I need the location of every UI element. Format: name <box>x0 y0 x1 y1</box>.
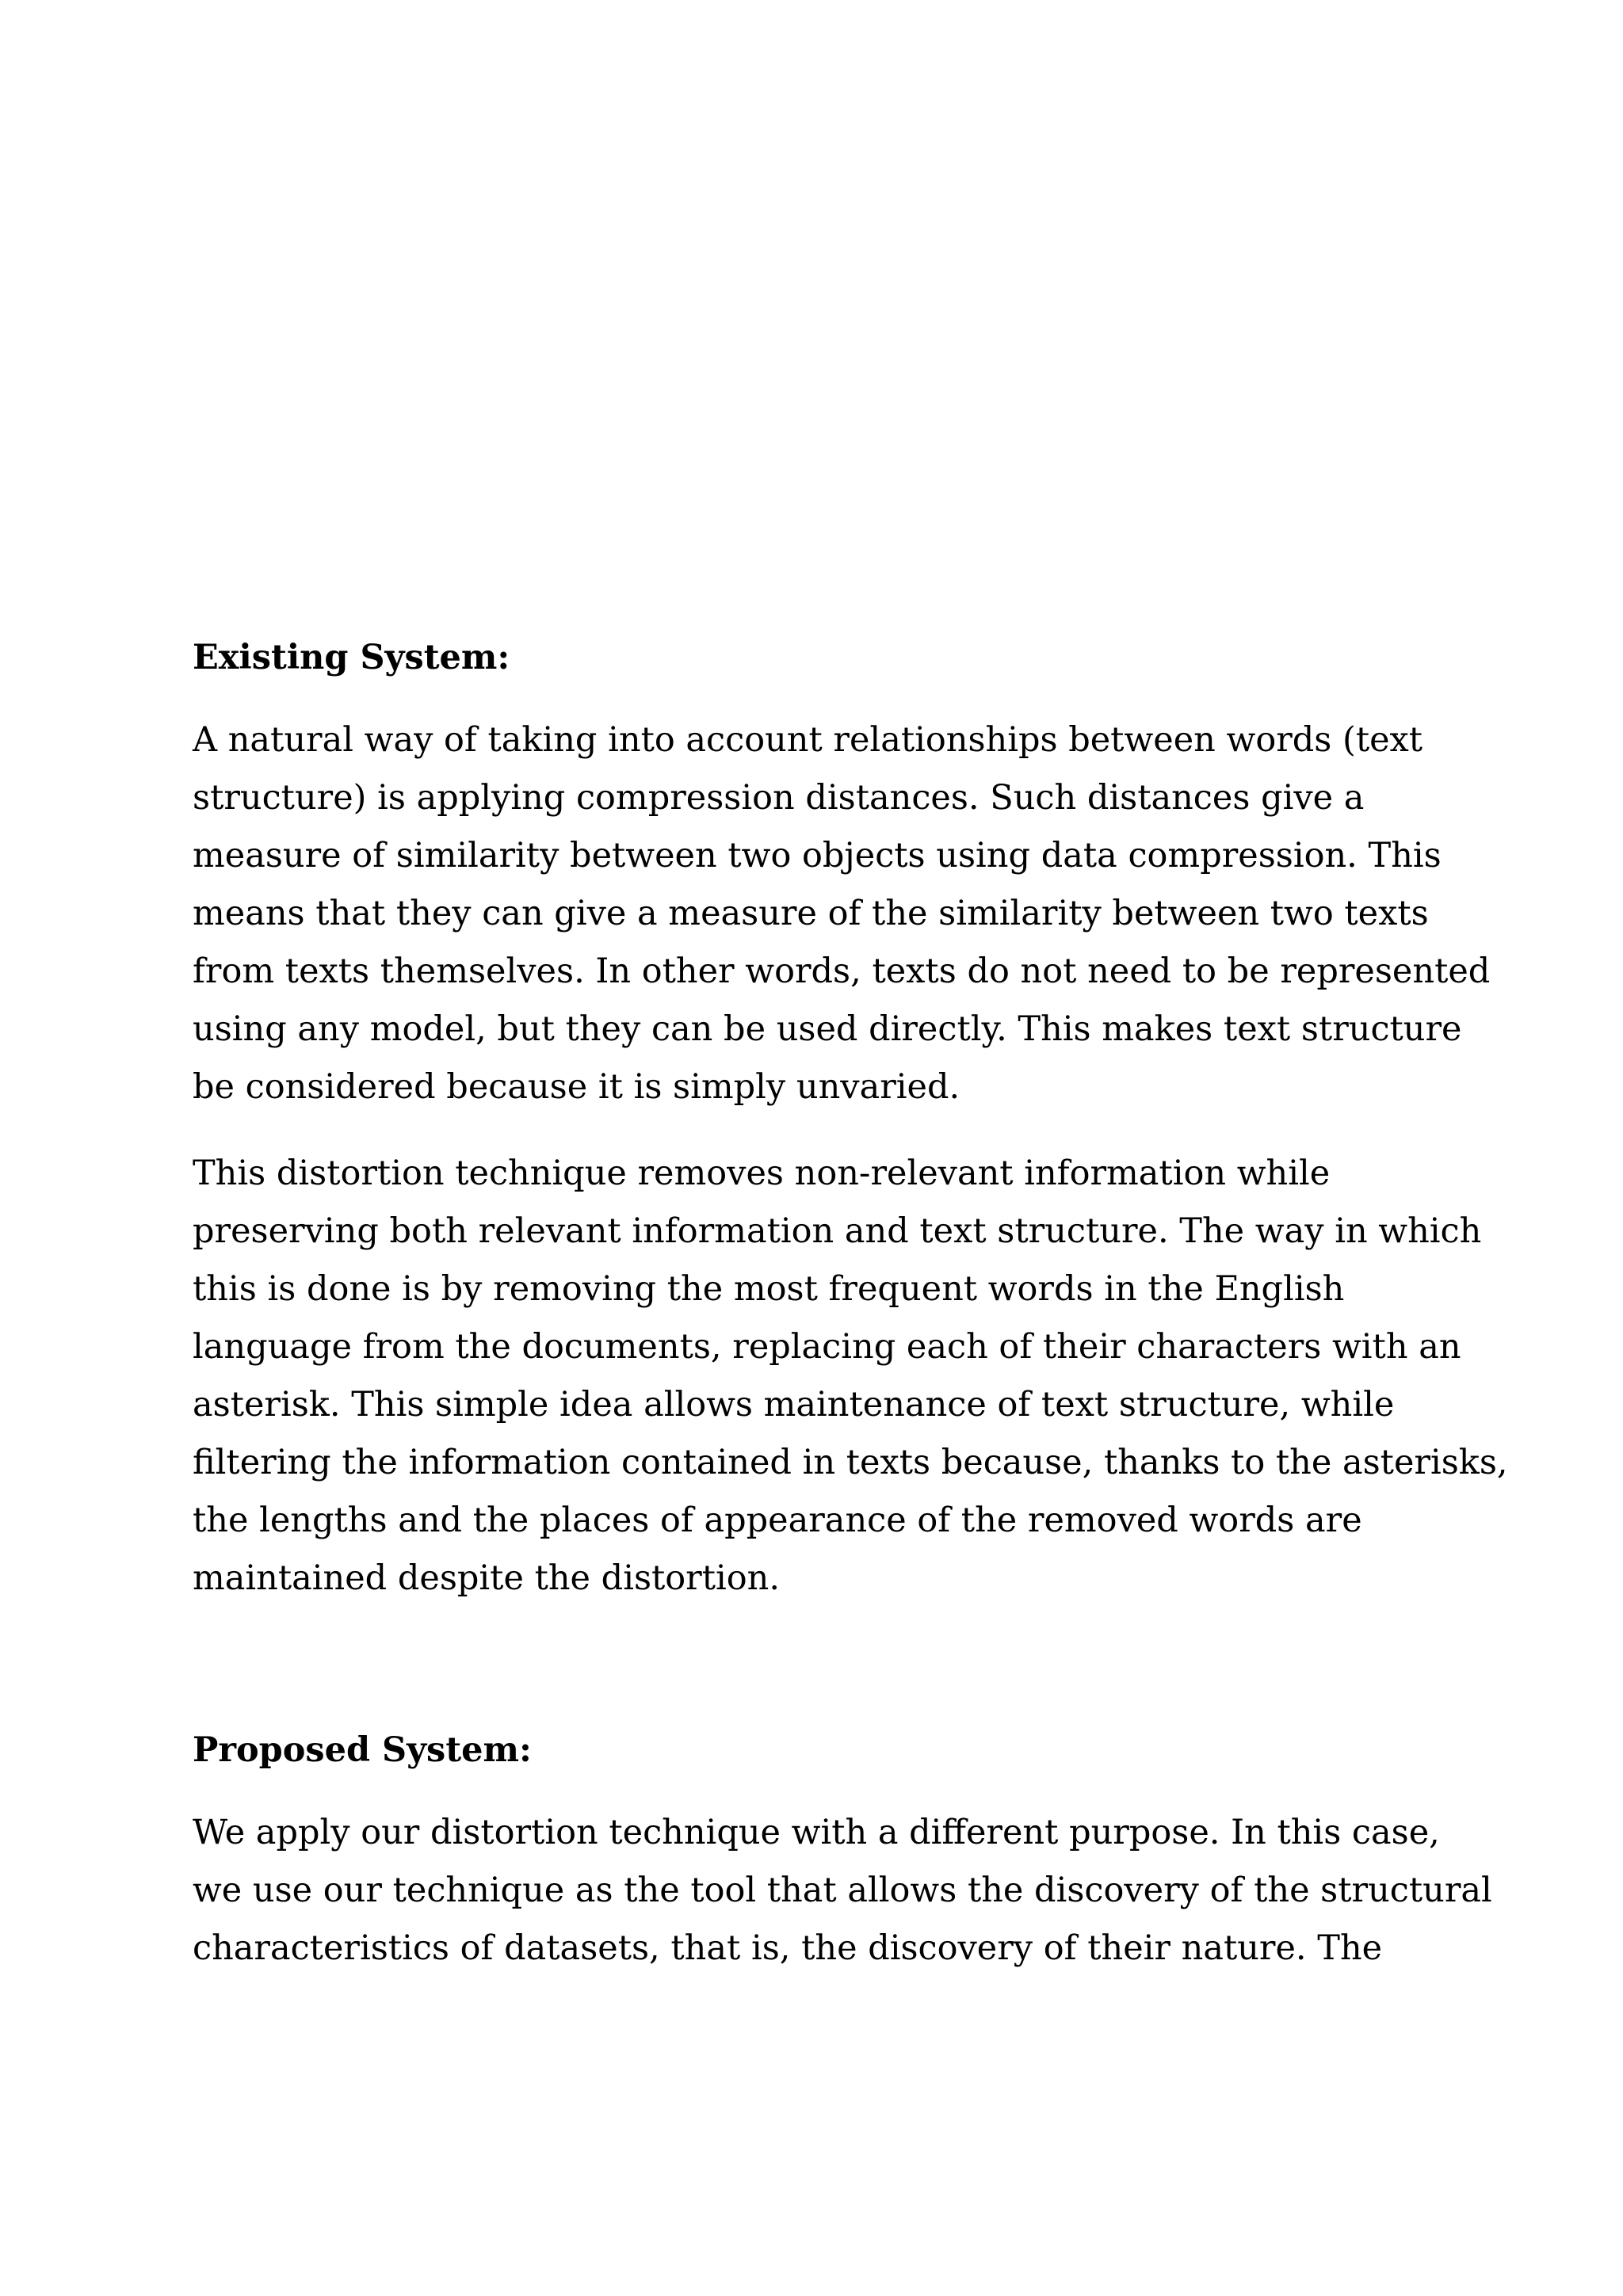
text-line: measure of similarity between two objects using data compression. This <box>193 836 1442 875</box>
text-line: from texts themselves. In other words, texts do not need to be represented <box>193 952 1491 991</box>
text-line: maintained despite the distortion. <box>193 1558 781 1598</box>
text-line: means that they can give a measure of the similarity between two texts <box>193 894 1429 933</box>
text-line: preserving both relevant information and text structure. The way in which <box>193 1211 1482 1251</box>
text-line: language from the documents, replacing each of their characters with an <box>193 1327 1461 1367</box>
text-line: characteristics of datasets, that is, the discovery of their nature. The <box>193 1928 1383 1968</box>
proposed-system-heading: Proposed System: <box>193 1730 532 1770</box>
text-line: we use our technique as the tool that allows the discovery of the structural <box>193 1871 1492 1910</box>
text-line: asterisk. This simple idea allows maintenance of text structure, while <box>193 1385 1395 1425</box>
text-line: be considered because it is simply unvaried. <box>193 1067 960 1107</box>
existing-system-paragraph-2 <box>193 1145 1508 1608</box>
text-line: This distortion technique removes non-relevant information while <box>193 1154 1331 1193</box>
text-line: filtering the information contained in texts because, thanks to the asterisks, <box>193 1443 1508 1482</box>
existing-system-paragraph-1 <box>193 711 1491 1116</box>
text-line: the lengths and the places of appearance of the removed words are <box>193 1501 1362 1540</box>
text-line: this is done is by removing the most frequent words in the English <box>193 1269 1345 1309</box>
existing-system-heading: Existing System: <box>193 638 510 677</box>
proposed-system-paragraph-1 <box>193 1804 1492 1978</box>
text-line: structure) is applying compression distances. Such distances give a <box>193 778 1365 818</box>
text-line: We apply our distortion technique with a different purpose. In this case, <box>193 1813 1440 1852</box>
text-line: A natural way of taking into account relationships between words (text <box>193 720 1423 760</box>
text-line: using any model, but they can be used directly. This makes text structure <box>193 1009 1462 1049</box>
